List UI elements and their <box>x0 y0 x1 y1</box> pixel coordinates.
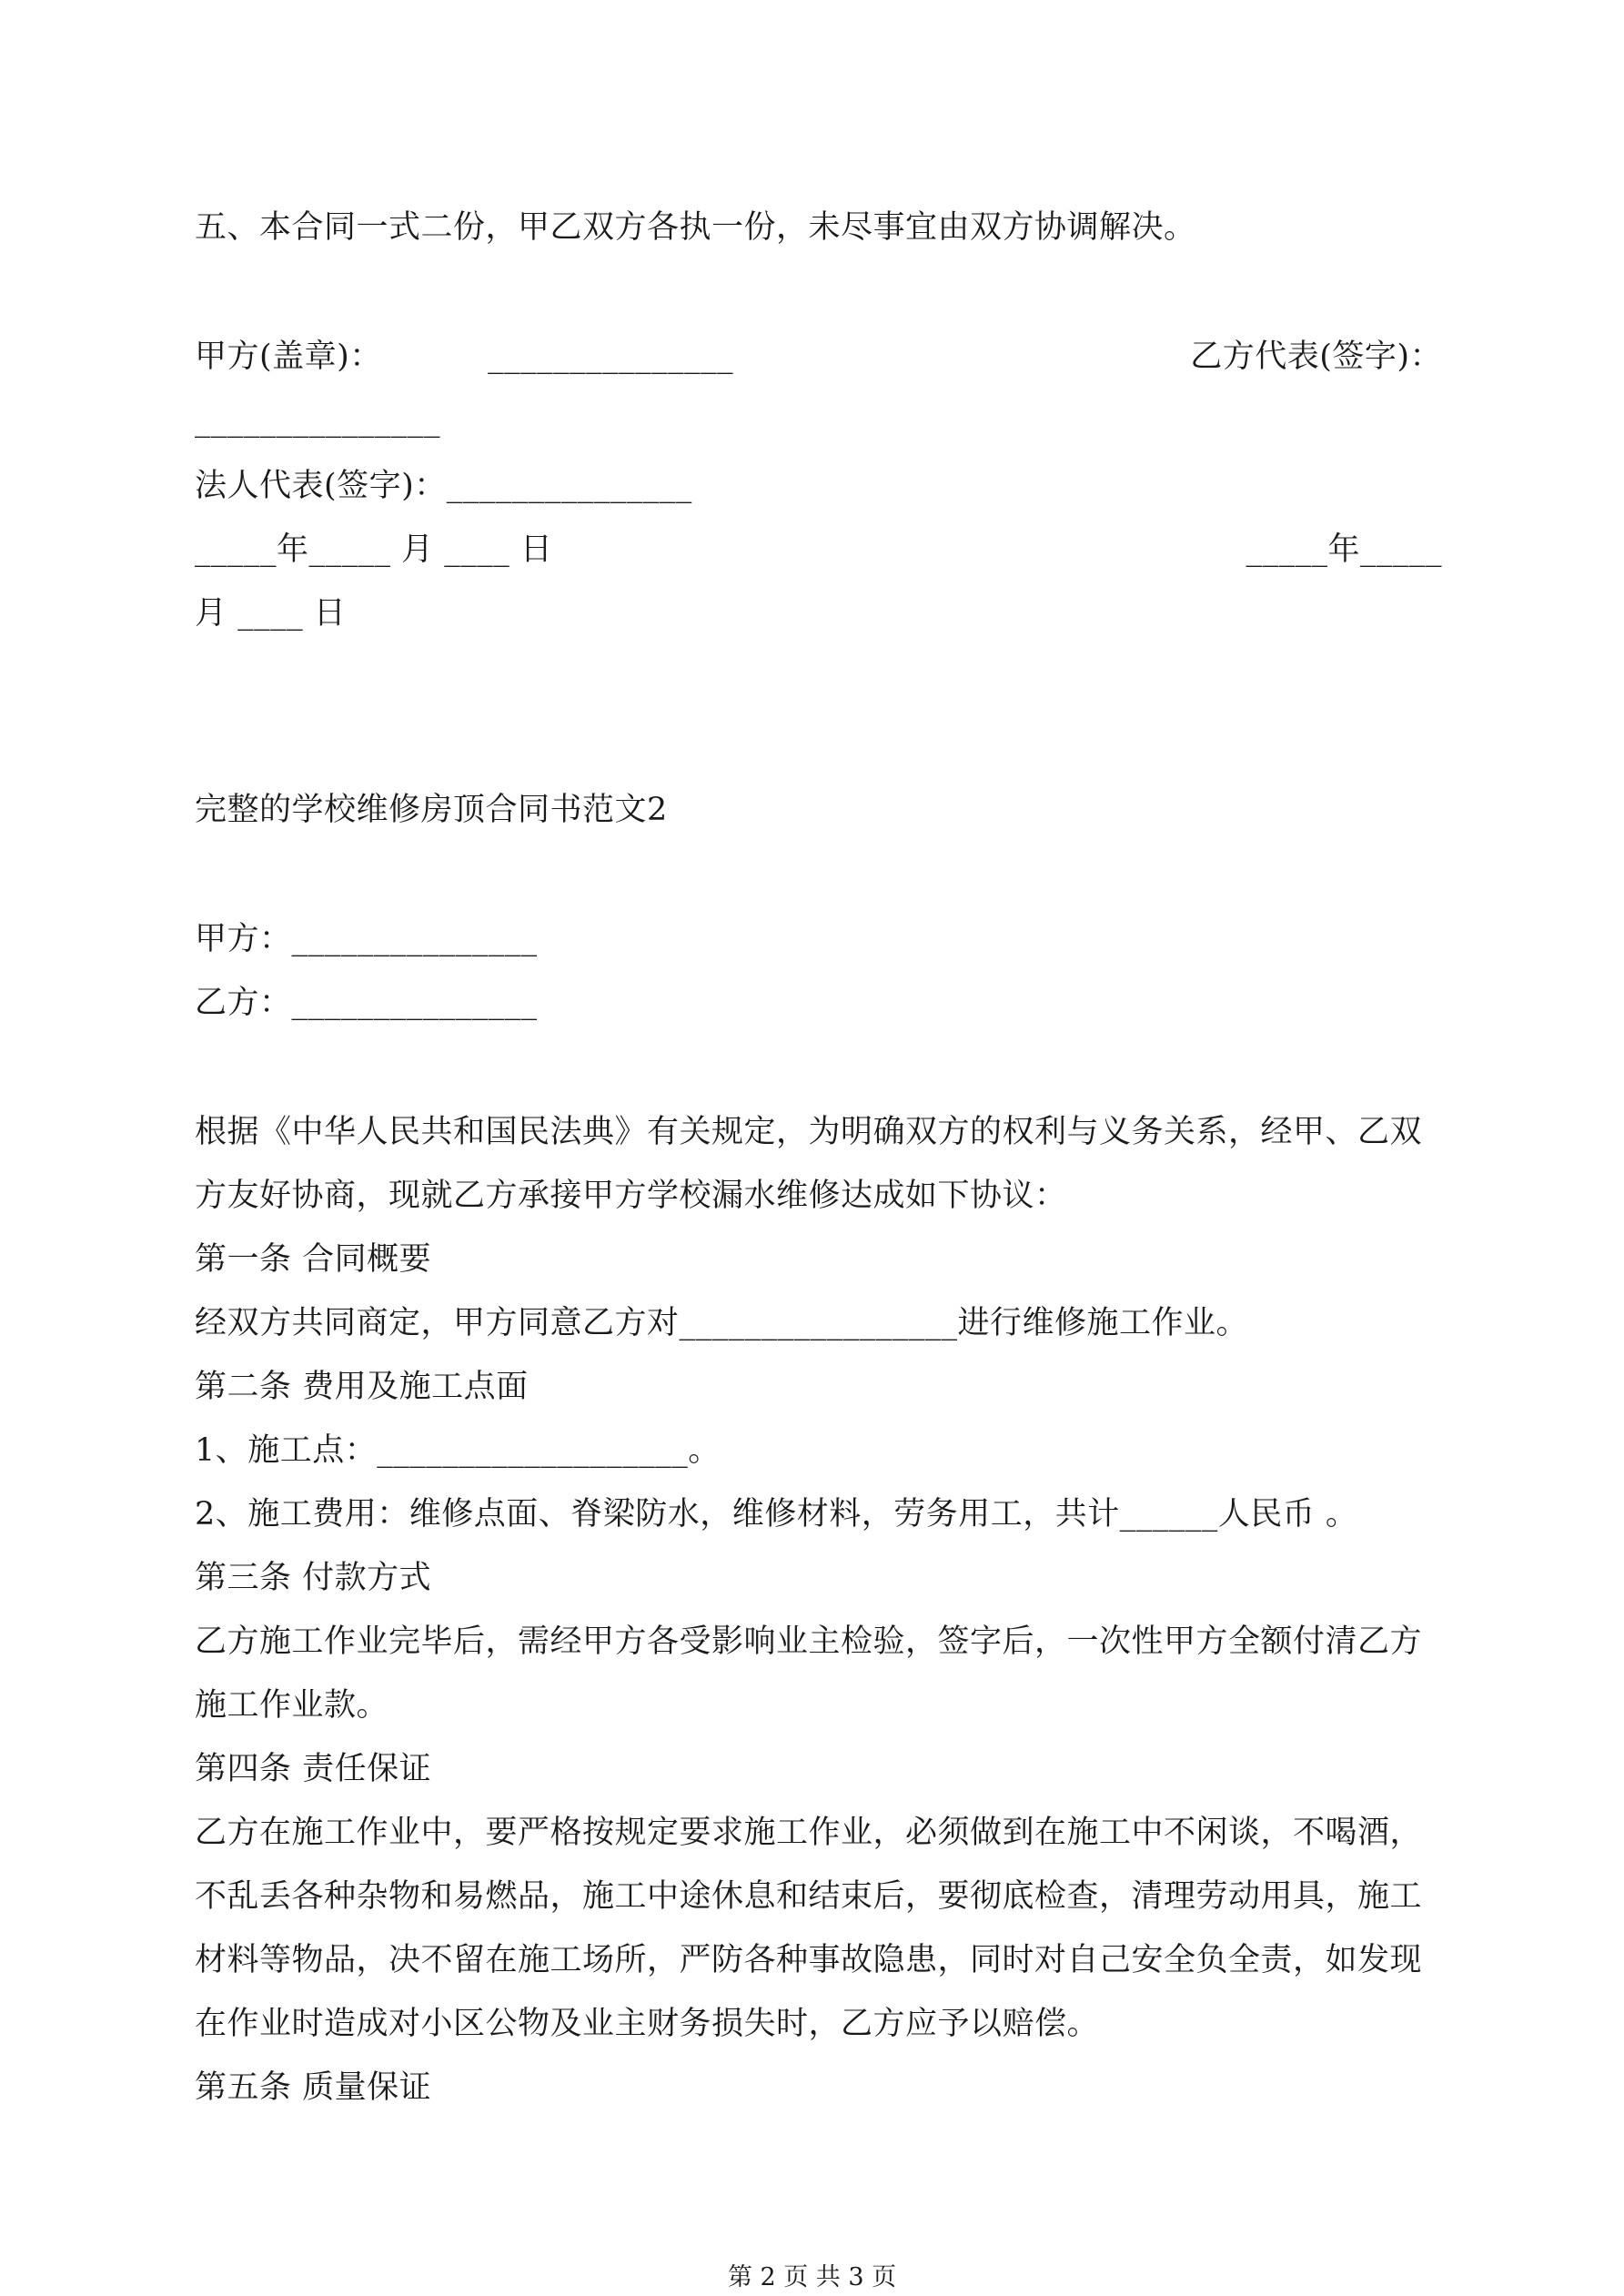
date-right: _____年_____ <box>1246 531 1442 568</box>
article-2-heading: 第二条 费用及施工点面 <box>195 1369 529 1405</box>
article-3-heading: 第三条 付款方式 <box>195 1560 432 1596</box>
article-3-body-2: 施工作业款。 <box>195 1687 389 1724</box>
party-a: 甲方：_______________ <box>195 921 538 957</box>
party-b-sign-blank: _______________ <box>195 402 440 439</box>
intro-paragraph-2: 方友好协商，现就乙方承接甲方学校漏水维修达成如下协议： <box>195 1178 1067 1214</box>
section-title: 完整的学校维修房顶合同书范文2 <box>195 792 668 828</box>
article-1-body: 经双方共同商定，甲方同意乙方对_________________进行维修施工作业。 <box>195 1305 1249 1341</box>
clause-five: 五、本合同一式二份，甲乙双方各执一份，未尽事宜由双方协调解决。 <box>195 209 1196 246</box>
article-4-heading: 第四条 责任保证 <box>195 1751 432 1787</box>
date-right-cont: 月 ____ 日 <box>195 595 347 632</box>
article-4-body-2: 不乱丢各种杂物和易燃品，施工中途休息和结束后，要彻底检查，清理劳动用具，施工 <box>195 1878 1423 1915</box>
article-4-body-1: 乙方在施工作业中，要严格按规定要求施工作业，必须做到在施工中不闲谈，不喝酒， <box>195 1815 1423 1851</box>
article-2-item-1: 1、施工点：___________________。 <box>195 1432 721 1469</box>
party-b-rep-sign: 乙方代表(签字)： <box>1190 339 1442 375</box>
party-a-seal: 甲方(盖章)： _______________ <box>195 339 734 375</box>
article-1-heading: 第一条 合同概要 <box>195 1241 432 1278</box>
article-4-body-3: 材料等物品，决不留在施工场所，严防各种事故隐患，同时对自己安全负全责，如发现 <box>195 1942 1423 1978</box>
article-3-body-1: 乙方施工作业完毕后，需经甲方各受影响业主检验，签字后，一次性甲方全额付清乙方 <box>195 1623 1423 1660</box>
article-4-body-4: 在作业时造成对小区公物及业主财务损失时，乙方应予以赔偿。 <box>195 2006 1100 2042</box>
article-2-item-2: 2、施工费用：维修点面、脊梁防水，维修材料，劳务用工，共计______人民币 。 <box>195 1496 1358 1532</box>
intro-paragraph-1: 根据《中华人民共和国民法典》有关规定，为明确双方的权利与义务关系，经甲、乙双 <box>195 1114 1423 1150</box>
party-b: 乙方：_______________ <box>195 985 538 1021</box>
date-left: _____年_____ 月 ____ 日 <box>195 531 553 568</box>
article-5-heading: 第五条 质量保证 <box>195 2069 432 2106</box>
legal-rep-sign: 法人代表(签字)：_______________ <box>195 468 692 504</box>
page-footer: 第 2 页 共 3 页 <box>727 2263 897 2291</box>
